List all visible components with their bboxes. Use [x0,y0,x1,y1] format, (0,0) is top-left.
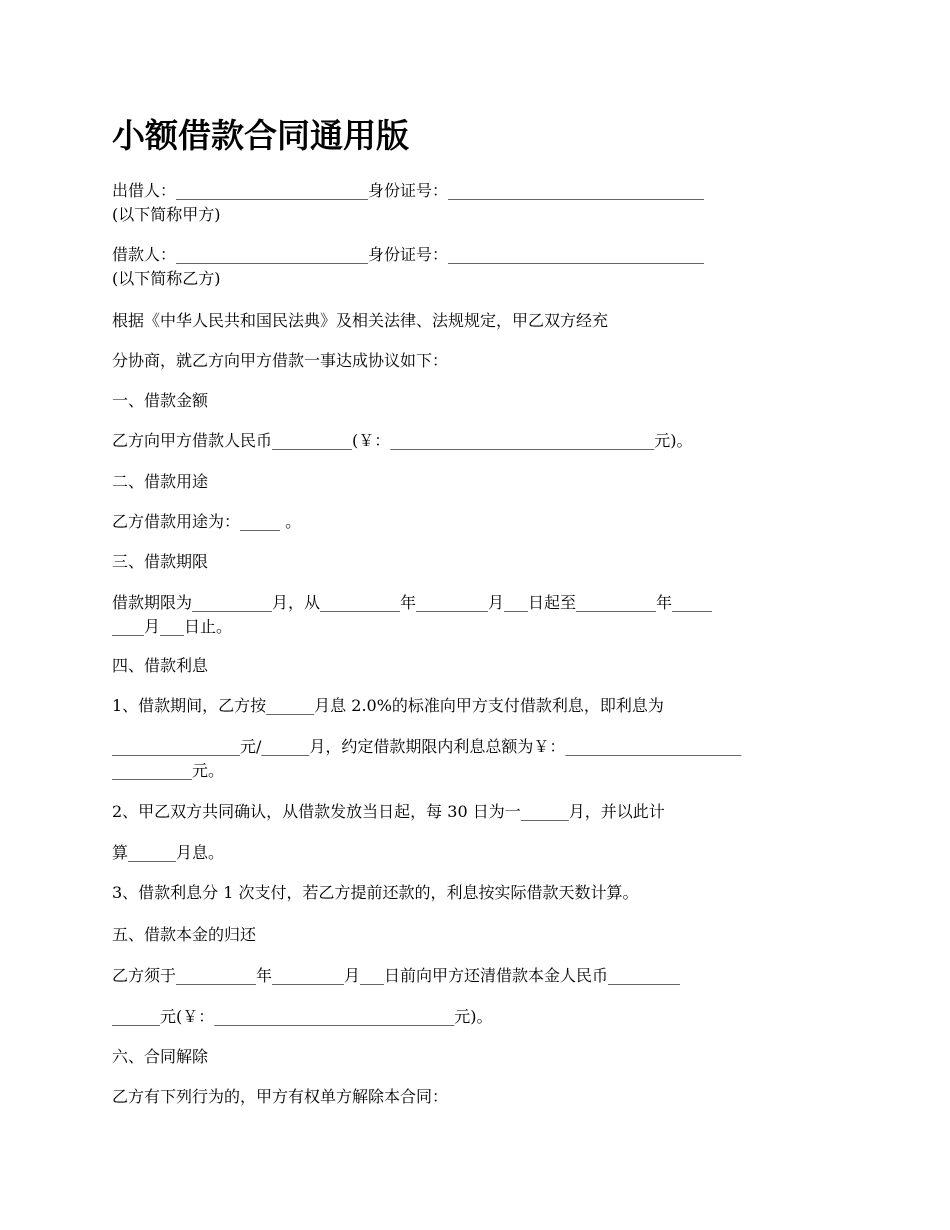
preamble-line-1: 根据《中华人民共和国民法典》及相关法律、法规规定，甲乙双方经充 [112,311,609,330]
repayment-clause-line-1: 乙方须于__________年_________月___日前向甲方还清借款本金人民币_________ [112,966,681,985]
borrower-alias: (以下简称乙方) [112,269,221,288]
term-clause-line-1: 借款期限为__________月，从__________年_________月___日起至__________年_____ [112,593,713,612]
amount-clause: 乙方向甲方借款人民币__________(￥：_________________________________元)。 [112,431,693,450]
term-clause-line-2: ____月___日止。 [112,617,233,636]
interest-clause-2-line-2: 算______月息。 [112,843,225,862]
interest-clause-1-line-3: __________元。 [112,761,225,780]
section-heading-purpose: 二、借款用途 [112,472,209,491]
lender-alias: (以下简称甲方) [112,205,221,224]
purpose-clause: 乙方借款用途为：_____ 。 [112,512,302,531]
preamble-line-2: 分协商，就乙方向甲方借款一事达成协议如下： [112,351,449,370]
termination-clause: 乙方有下列行为的，甲方有权单方解除本合同： [112,1087,449,1106]
section-heading-interest: 四、借款利息 [112,656,209,675]
repayment-clause-line-2: ______元(￥：______________________________元)。 [112,1007,493,1026]
borrower-line: 借款人：________________________身份证号：________________________________ [112,245,705,264]
interest-clause-3: 3、借款利息分 1 次支付，若乙方提前还款的，利息按实际借款天数计算。 [112,883,639,902]
interest-clause-1-line-2: ________________元/______月，约定借款期限内利息总额为￥：______________________ [112,737,742,756]
section-heading-term: 三、借款期限 [112,552,209,571]
lender-line: 出借人：________________________身份证号：________________________________ [112,181,705,200]
section-heading-repayment: 五、借款本金的归还 [112,925,257,944]
interest-clause-2-line-1: 2、甲乙双方共同确认，从借款发放当日起，每 30 日为一______月，并以此计 [112,802,665,821]
section-heading-termination: 六、合同解除 [112,1047,209,1066]
interest-clause-1-line-1: 1、借款期间，乙方按______月息 2.0%的标准向甲方支付借款利息，即利息为 [112,696,664,715]
section-heading-amount: 一、借款金额 [112,391,209,410]
document-title: 小额借款合同通用版 [112,116,409,155]
